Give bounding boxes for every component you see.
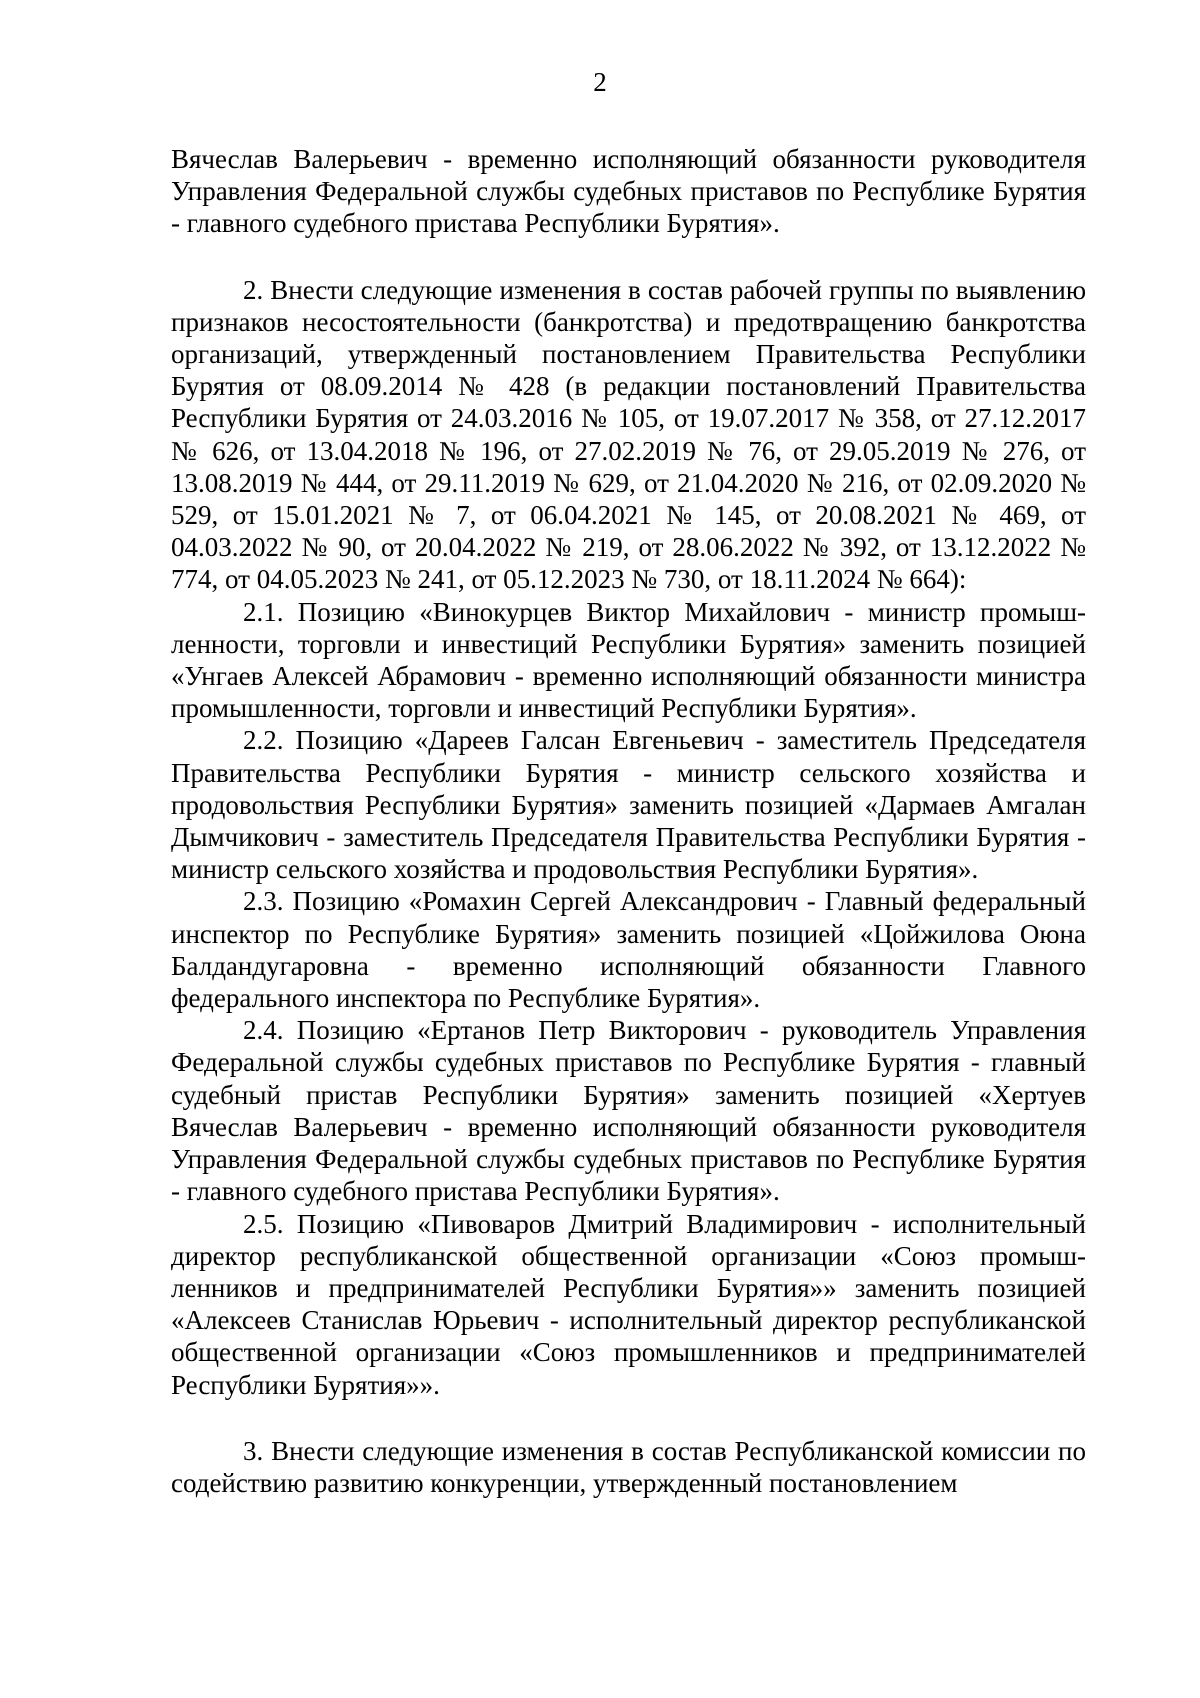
- paragraph-item-2-5: 2.5. Позицию «Пивоваров Дмитрий Владимирович - исполнительный директор республиканской общественной организации «Союз промышленников и предпринимателей Республики Бурятия»» заменить позицией «Алексеев Станислав Юрьевич - исполнительный директор республиканской общественной организации «Союз промышленников и предпринимателей Республики Бурятия»».: [171, 1208, 1086, 1400]
- paragraph-item-2: 2. Внести следующие изменения в состав рабочей группы по выявлению признаков несостоятельности (банкротства) и предотвращению банкротства организаций, утвержденный постановлением Правительства Республики Бурятия от 08.09.2014 № 428 (в редакции постановлений Правительства Республики Бурятия от 24.03.2016 № 105, от 19.07.2017 № 358, от 27.12.2017 № 626, от 13.04.2018 № 196, от 27.02.2019 № 76, от 29.05.2019 № 276, от 13.08.2019 № 444, от 29.11.2019 № 629, от 21.04.2020 № 216, от 02.09.2020 № 529, от 15.01.2021 № 7, от 06.04.2021 № 145, от 20.08.2021 № 469, от 04.03.2022 № 90, от 20.04.2022 № 219, от 28.06.2022 № 392, от 13.12.2022 № 774, от 04.05.2023 № 241, от 05.12.2023 № 730, от 18.11.2024 № 664):: [171, 274, 1086, 595]
- paragraph-item-2-1: 2.1. Позицию «Винокурцев Виктор Михайлович - министр промышленности, торговли и инвестиций Республики Бурятия» заменить позицией «Унгаев Алексей Абрамович - временно исполняющий обязанности министра промышленности, торговли и инвестиций Республики Бурятия».: [171, 596, 1086, 724]
- paragraph-item-2-2: 2.2. Позицию «Дареев Галсан Евгеньевич - заместитель Председателя Правительства Республики Бурятия - министр сельского хозяйства и продовольствия Республики Бурятия» заменить позицией «Дармаев Амгалан Дымчикович - заместитель Председателя Правительства Республики Бурятия - министр сельского хозяйства и продовольствия Республики Бурятия».: [171, 725, 1086, 885]
- document-body: [171, 143, 1086, 1499]
- paragraph-item-2-4: 2.4. Позицию «Ертанов Петр Викторович - руководитель Управления Федеральной службы судебных приставов по Республике Бурятия - главный судебный пристав Республики Бурятия» заменить позицией «Хертуев Вячеслав Валерьевич - временно исполняющий обязанности руководителя Управления Федеральной службы судебных приставов по Республике Бурятия - главного судебного пристава Республики Бурятия».: [171, 1015, 1086, 1207]
- paragraph-item-3: 3. Внести следующие изменения в состав Республиканской комиссии по содействию развитию конкуренции, утвержденный постановлением: [171, 1435, 1086, 1498]
- paragraph-item-2-3: 2.3. Позицию «Ромахин Сергей Александрович - Главный федеральный инспектор по Республике Бурятия» заменить позицией «Цойжилова Оюна Балдандугаровна - временно исполняющий обязанности Главного федерального инспектора по Республике Бурятия».: [171, 886, 1086, 1014]
- page-number: 2: [593, 67, 607, 97]
- paragraph-continuation: Вячеслав Валерьевич - временно исполняющий обязанности руководителя Управления Федеральной службы судебных приставов по Республике Бурятия - главного судебного пристава Республики Бурятия».: [171, 144, 1086, 239]
